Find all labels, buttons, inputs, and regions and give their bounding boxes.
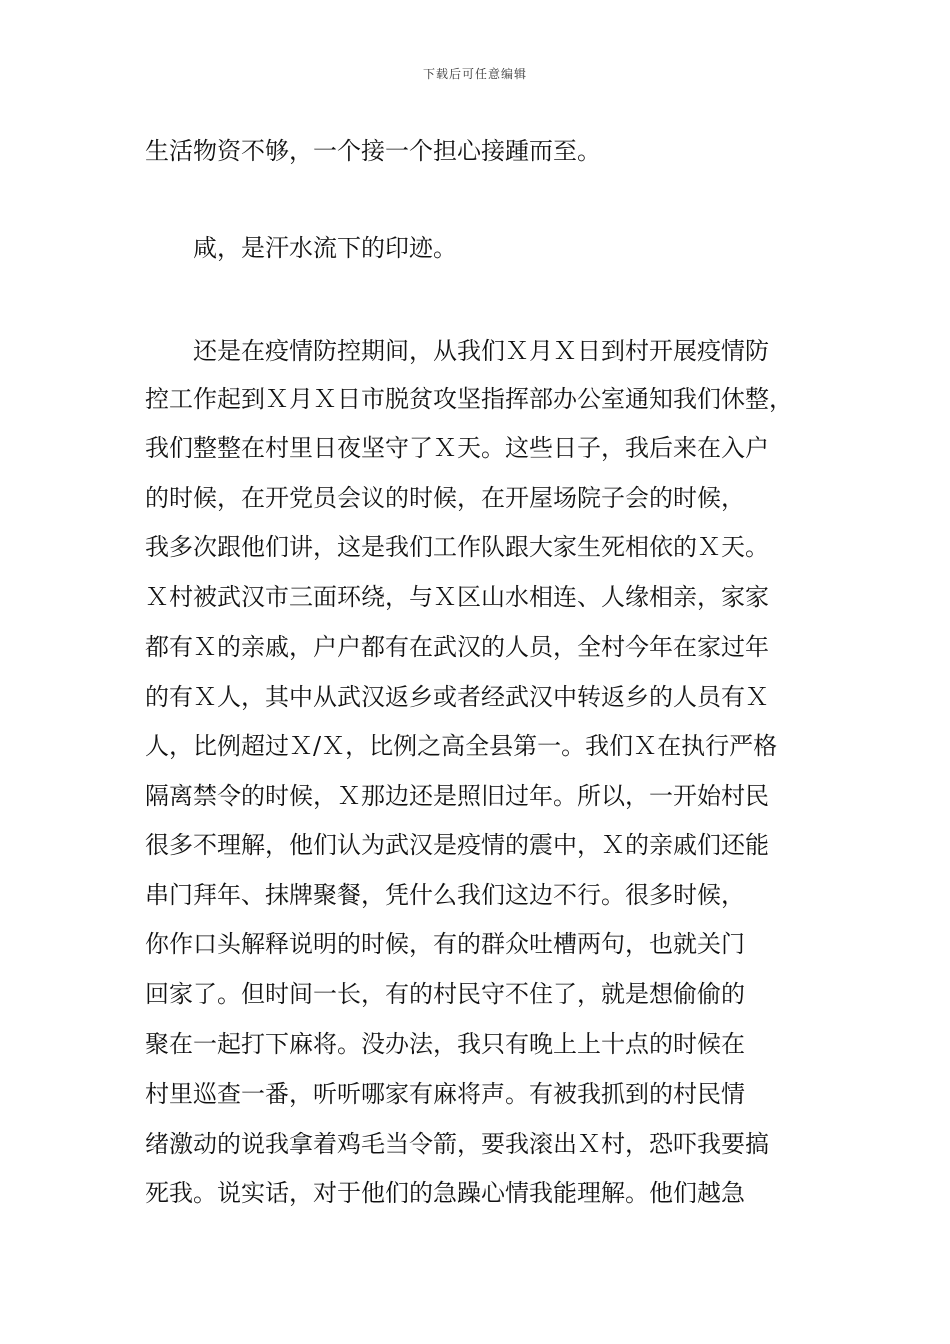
text-line: Ｘ村被武汉市三面环绕，与Ｘ区山水相连、人缘相亲，家家	[145, 583, 769, 611]
text-line: 都有Ｘ的亲戚，户户都有在武汉的人员，全村今年在家过年	[145, 633, 769, 661]
page-header: 下载后可任意编辑	[422, 67, 527, 81]
text-line: 还是在疫情防控期间，从我们Ｘ月Ｘ日到村开展疫情防	[193, 337, 769, 365]
text-line: 控工作起到Ｘ月Ｘ日市脱贫攻坚指挥部办公室通知我们休整，	[145, 385, 793, 413]
text-line: 我多次跟他们讲，这是我们工作队跟大家生死相依的Ｘ天。	[145, 533, 769, 561]
text-line: 咸，是汗水流下的印迹。	[193, 234, 457, 262]
text-line: 你作口头解释说明的时候，有的群众吐槽两句，也就关门	[145, 930, 745, 958]
text-line: 聚在一起打下麻将。没办法，我只有晚上上十点的时候在	[145, 1030, 745, 1058]
text-line: 的有Ｘ人，其中从武汉返乡或者经武汉中转返乡的人员有Ｘ	[145, 683, 769, 711]
text-line: 生活物资不够，一个接一个担心接踵而至。	[145, 137, 601, 165]
text-line: 隔离禁令的时候，Ｘ那边还是照旧过年。所以，一开始村民	[145, 782, 769, 810]
text-line: 死我。说实话，对于他们的急躁心情我能理解。他们越急	[145, 1179, 745, 1207]
text-line: 串门拜年、抹牌聚餐，凭什么我们这边不行。很多时候，	[145, 881, 745, 909]
text-line: 的时候，在开党员会议的时候，在开屋场院子会的时候，	[145, 484, 745, 512]
text-line: 村里巡查一番，听听哪家有麻将声。有被我抓到的村民情	[145, 1080, 745, 1108]
text-line: 很多不理解，他们认为武汉是疫情的震中，Ｘ的亲戚们还能	[145, 831, 769, 859]
text-line: 人，比例超过Ｘ/Ｘ，比例之高全县第一。我们Ｘ在执行严格	[145, 732, 778, 760]
text-line: 回家了。但时间一长，有的村民守不住了，就是想偷偷的	[145, 980, 745, 1008]
text-line: 我们整整在村里日夜坚守了Ｘ天。这些日子，我后来在入户	[145, 434, 769, 462]
text-line: 绪激动的说我拿着鸡毛当令箭，要我滚出Ｘ村，恐吓我要搞	[145, 1130, 769, 1158]
